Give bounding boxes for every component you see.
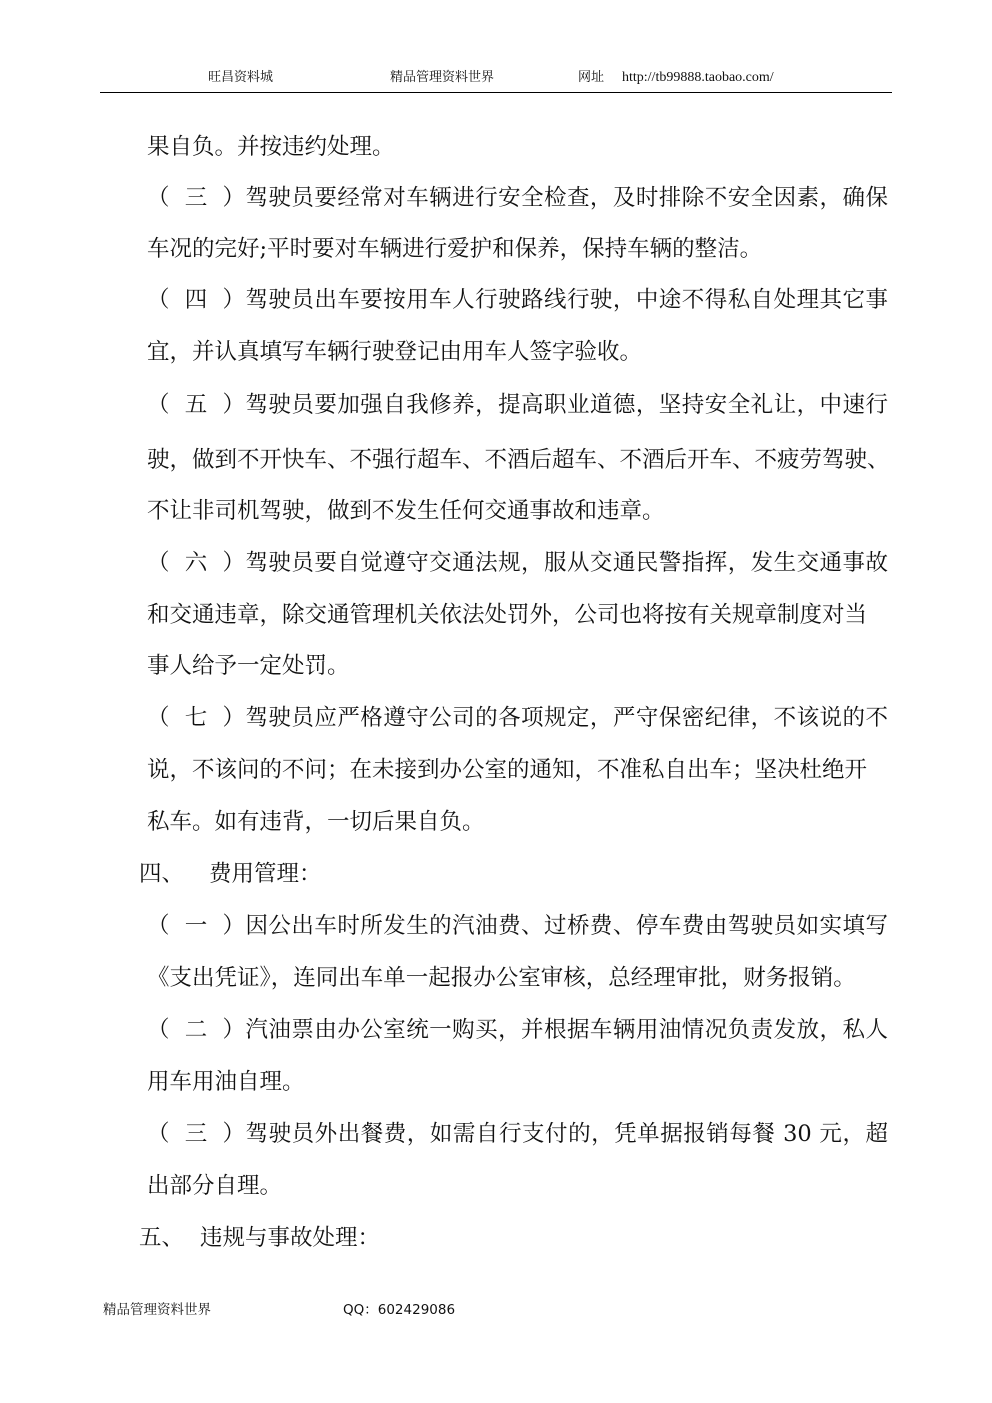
item-6-line-1 (147, 549, 888, 577)
header-url: http://tb99888.taobao.com/ (622, 70, 774, 85)
item-7-line-2: 说，不该问的不问；在未接到办公室的通知，不准私自出车；坚决杜绝开 (147, 757, 868, 783)
text-line: 果自负。并按违约处理。 (147, 134, 395, 160)
item-marker: （七） (147, 705, 245, 731)
item-marker: （五） (147, 392, 245, 418)
item-6-line-2: 和交通违章，除交通管理机关依法处罚外，公司也将按有关规章制度对当 (147, 602, 868, 628)
item-3-line-1 (147, 184, 888, 212)
fee-3-line-1 (147, 1120, 888, 1148)
item-marker: （三） (147, 185, 245, 211)
item-6-line-3: 事人给予一定处罚。 (147, 653, 350, 679)
item-4-line-1 (147, 286, 888, 314)
fee-2-line-1 (147, 1016, 888, 1044)
item-text: 驾驶员要经常对车辆进行安全检查，及时排除不安全因素，确保 (245, 185, 888, 211)
item-text: 因公出车时所发生的汽油费、过桥费、停车费由驾驶员如实填写 (245, 913, 888, 939)
header-center: 精品管理资料世界 (390, 70, 495, 85)
item-text: 汽油票由办公室统一购买，并根据车辆用油情况负责发放，私人 (245, 1017, 888, 1043)
header-left: 旺昌资料城 (208, 70, 274, 85)
item-text: 驾驶员应严格遵守公司的各项规定，严守保密纪律，不该说的不 (245, 705, 888, 731)
item-4-line-2: 宜，并认真填写车辆行驶登记由用车人签字验收。 (147, 339, 643, 365)
item-7-line-3: 私车。如有违背，一切后果自负。 (147, 809, 485, 835)
fee-2-line-2: 用车用油自理。 (147, 1069, 305, 1095)
section-5-number: 五、 (139, 1225, 185, 1251)
section-4-number: 四、 (139, 861, 185, 887)
item-marker: （六） (147, 550, 245, 576)
fee-1-line-1 (147, 912, 888, 940)
item-3-line-2: 车况的完好;平时要对车辆进行爱护和保养，保持车辆的整洁。 (147, 236, 763, 262)
footer-left: 精品管理资料世界 (103, 1302, 211, 1318)
item-5-line-1 (147, 391, 888, 419)
item-marker: （一） (147, 913, 245, 939)
footer-qq: QQ：602429086 (343, 1302, 456, 1318)
item-7-line-1 (147, 704, 888, 732)
item-marker: （三） (147, 1121, 245, 1147)
item-5-line-3: 不让非司机驾驶，做到不发生任何交通事故和违章。 (147, 498, 665, 524)
header-url-label: 网址 (578, 70, 605, 85)
item-5-line-2: 驶，做到不开快车、不强行超车、不酒后超车、不酒后开车、不疲劳驾驶、 (147, 447, 890, 473)
item-marker: （二） (147, 1017, 245, 1043)
item-text: 驾驶员要加强自我修养，提高职业道德，坚持安全礼让，中速行 (245, 392, 888, 418)
item-marker: （四） (147, 287, 245, 313)
item-text: 驾驶员出车要按用车人行驶路线行驶，中途不得私自处理其它事 (245, 287, 888, 313)
fee-3-line-2: 出部分自理。 (147, 1173, 283, 1199)
fee-1-line-2: 《支出凭证》，连同出车单一起报办公室审核，总经理审批，财务报销。 (147, 965, 856, 991)
item-text: 驾驶员要自觉遵守交通法规，服从交通民警指挥，发生交通事故 (245, 550, 888, 576)
header-rule (100, 92, 892, 93)
section-4-title: 费用管理： (209, 861, 322, 887)
section-5-title: 违规与事故处理： (200, 1225, 381, 1251)
item-text: 驾驶员外出餐费，如需自行支付的，凭单据报销每餐 30 元，超 (245, 1121, 888, 1147)
